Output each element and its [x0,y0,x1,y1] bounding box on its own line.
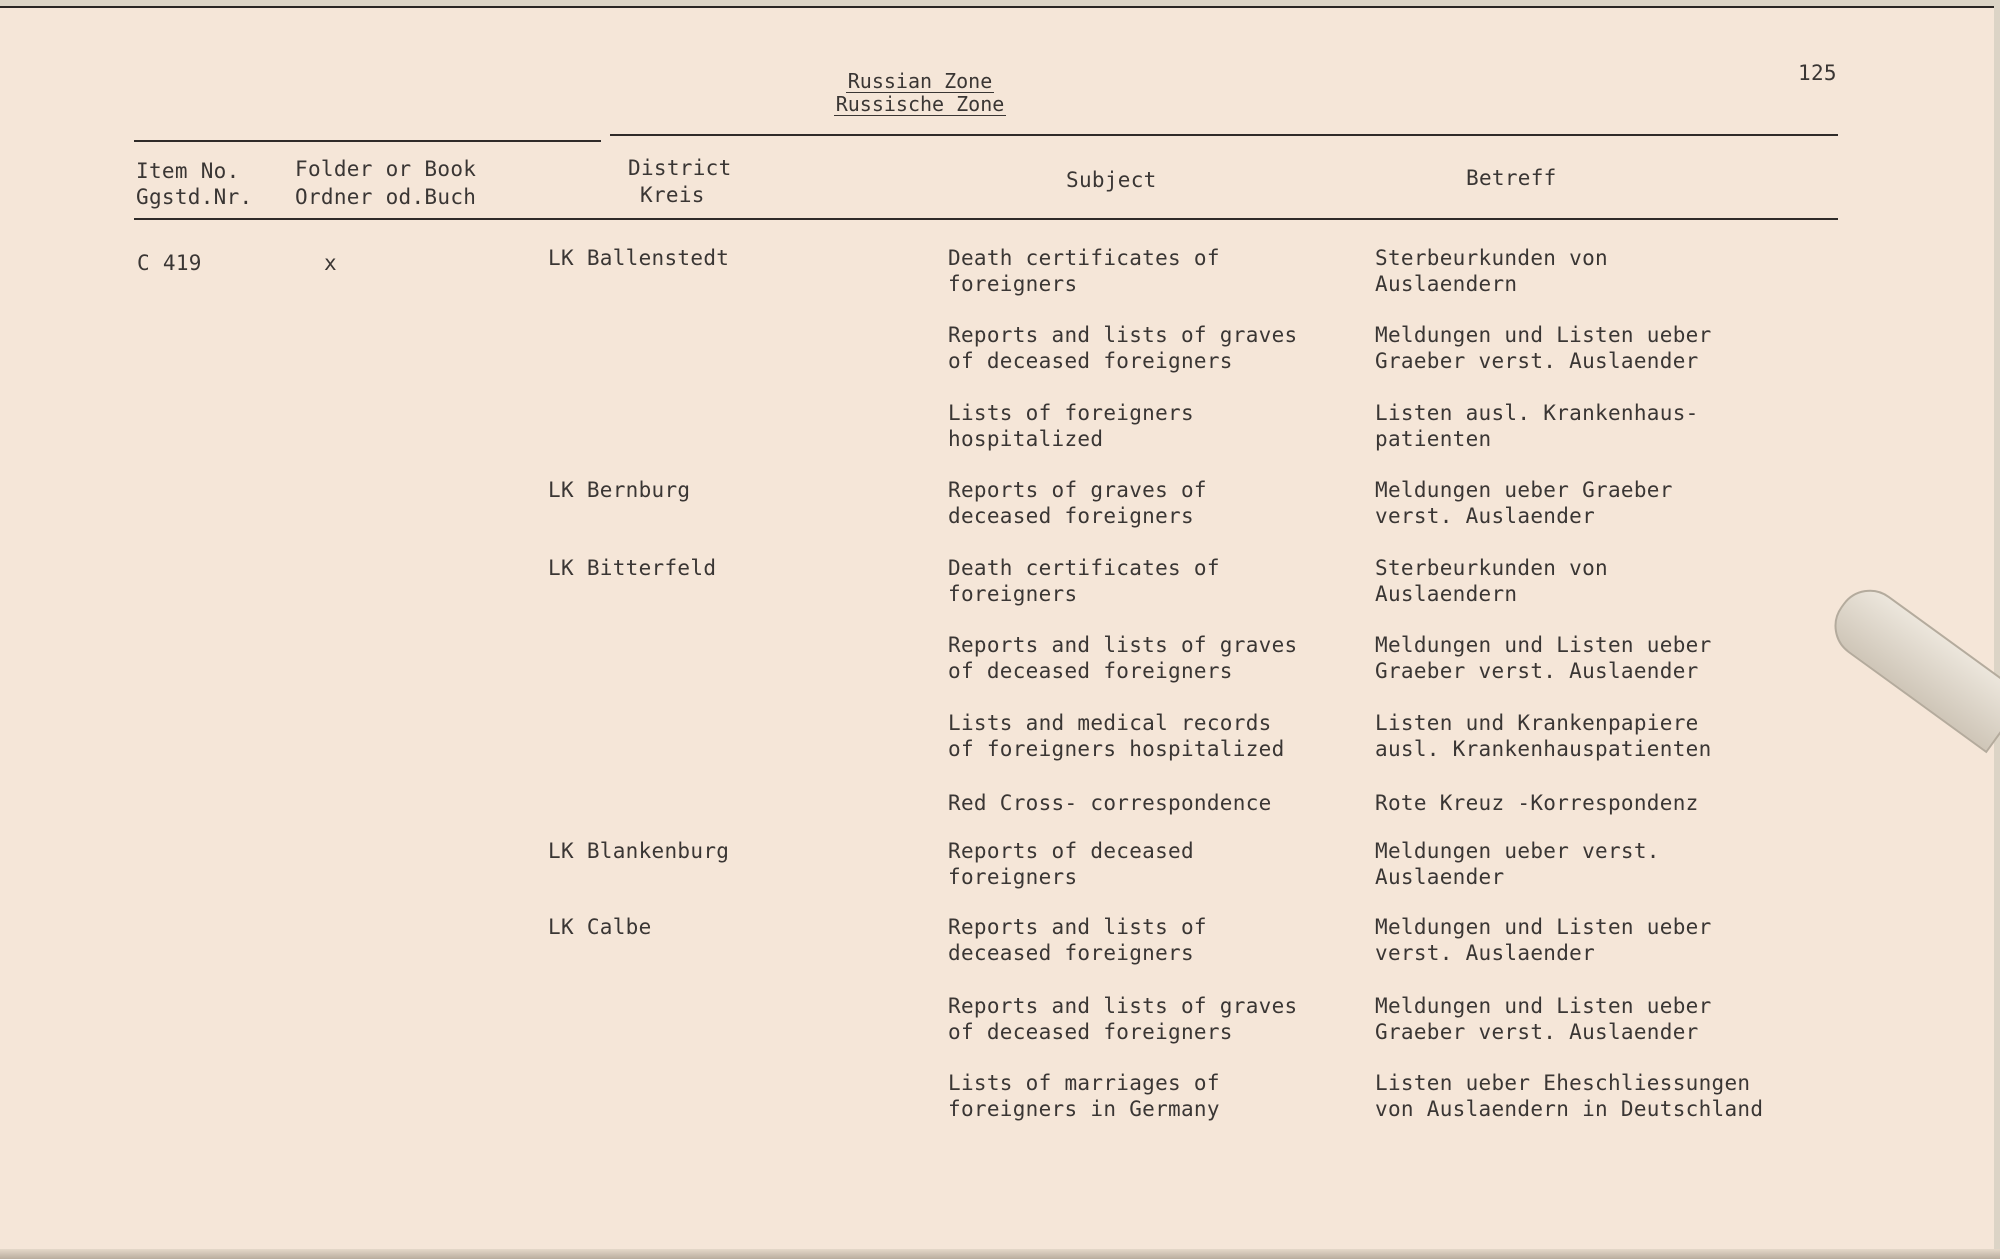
betreff-cell: Meldungen ueber verst. Auslaender [1375,839,1660,889]
betreff-cell: Sterbeurkunden von Auslaendern [1375,556,1608,606]
page-edge [0,1249,2000,1259]
col-subject: Subject [1066,168,1157,192]
top-rule-left [134,140,601,142]
subject-cell: Lists of foreigners hospitalized [948,401,1194,451]
district-cell: LK Bernburg [548,478,691,502]
top-rule-right [610,134,1838,136]
betreff-cell: Rote Kreuz -Korrespondenz [1375,791,1699,815]
betreff-cell: Listen und Krankenpapiere ausl. Krankenhauspatienten [1375,711,1712,761]
district-cell: LK Bitterfeld [548,556,717,580]
col-folder-en: Folder or Book [295,157,477,181]
subject-cell: Lists of marriages of foreigners in Germany [948,1071,1220,1121]
subject-cell: Reports of graves of deceased foreigners [948,478,1207,528]
subject-cell: Reports and lists of graves of deceased foreigners [948,633,1298,683]
subject-cell: Death certificates of foreigners [948,556,1220,606]
subject-cell: Reports and lists of graves of deceased foreigners [948,323,1298,373]
betreff-cell: Meldungen ueber Graeber verst. Auslaender [1375,478,1673,528]
zone-title-en: Russian Zone [847,69,993,93]
folder-mark: x [324,251,337,275]
col-item-en: Item No. [136,159,240,183]
district-cell: LK Ballenstedt [548,246,730,270]
district-cell: LK Blankenburg [548,839,730,863]
betreff-cell: Meldungen und Listen ueber Graeber verst. Auslaender [1375,994,1712,1044]
header-bottom-rule [134,218,1838,220]
col-betreff: Betreff [1466,166,1557,190]
betreff-cell: Sterbeurkunden von Auslaendern [1375,246,1608,296]
zone-title-de: Russische Zone [835,92,1005,116]
col-item-de: Ggstd.Nr. [136,185,253,209]
betreff-cell: Meldungen und Listen ueber Graeber verst. Auslaender [1375,633,1712,683]
district-cell: LK Calbe [548,915,652,939]
subject-cell: Reports of deceased foreigners [948,839,1194,889]
betreff-cell: Meldungen und Listen ueber verst. Auslaender [1375,915,1712,965]
subject-cell: Reports and lists of graves of deceased foreigners [948,994,1298,1044]
col-district-en: District [628,156,732,180]
subject-cell: Death certificates of foreigners [948,246,1220,296]
betreff-cell: Listen ausl. Krankenhaus- patienten [1375,401,1699,451]
subject-cell: Reports and lists of deceased foreigners [948,915,1207,965]
item-number: C 419 [137,251,202,275]
col-folder-de: Ordner od.Buch [295,185,477,209]
col-district-de: Kreis [640,183,705,207]
betreff-cell: Meldungen und Listen ueber Graeber verst. Auslaender [1375,323,1712,373]
zone-title [820,70,1020,116]
subject-cell: Red Cross- correspondence [948,791,1272,815]
subject-cell: Lists and medical records of foreigners hospitalized [948,711,1285,761]
page-number: 125 [1798,61,1837,85]
betreff-cell: Listen ueber Eheschliessungen von Auslaendern in Deutschland [1375,1071,1764,1121]
